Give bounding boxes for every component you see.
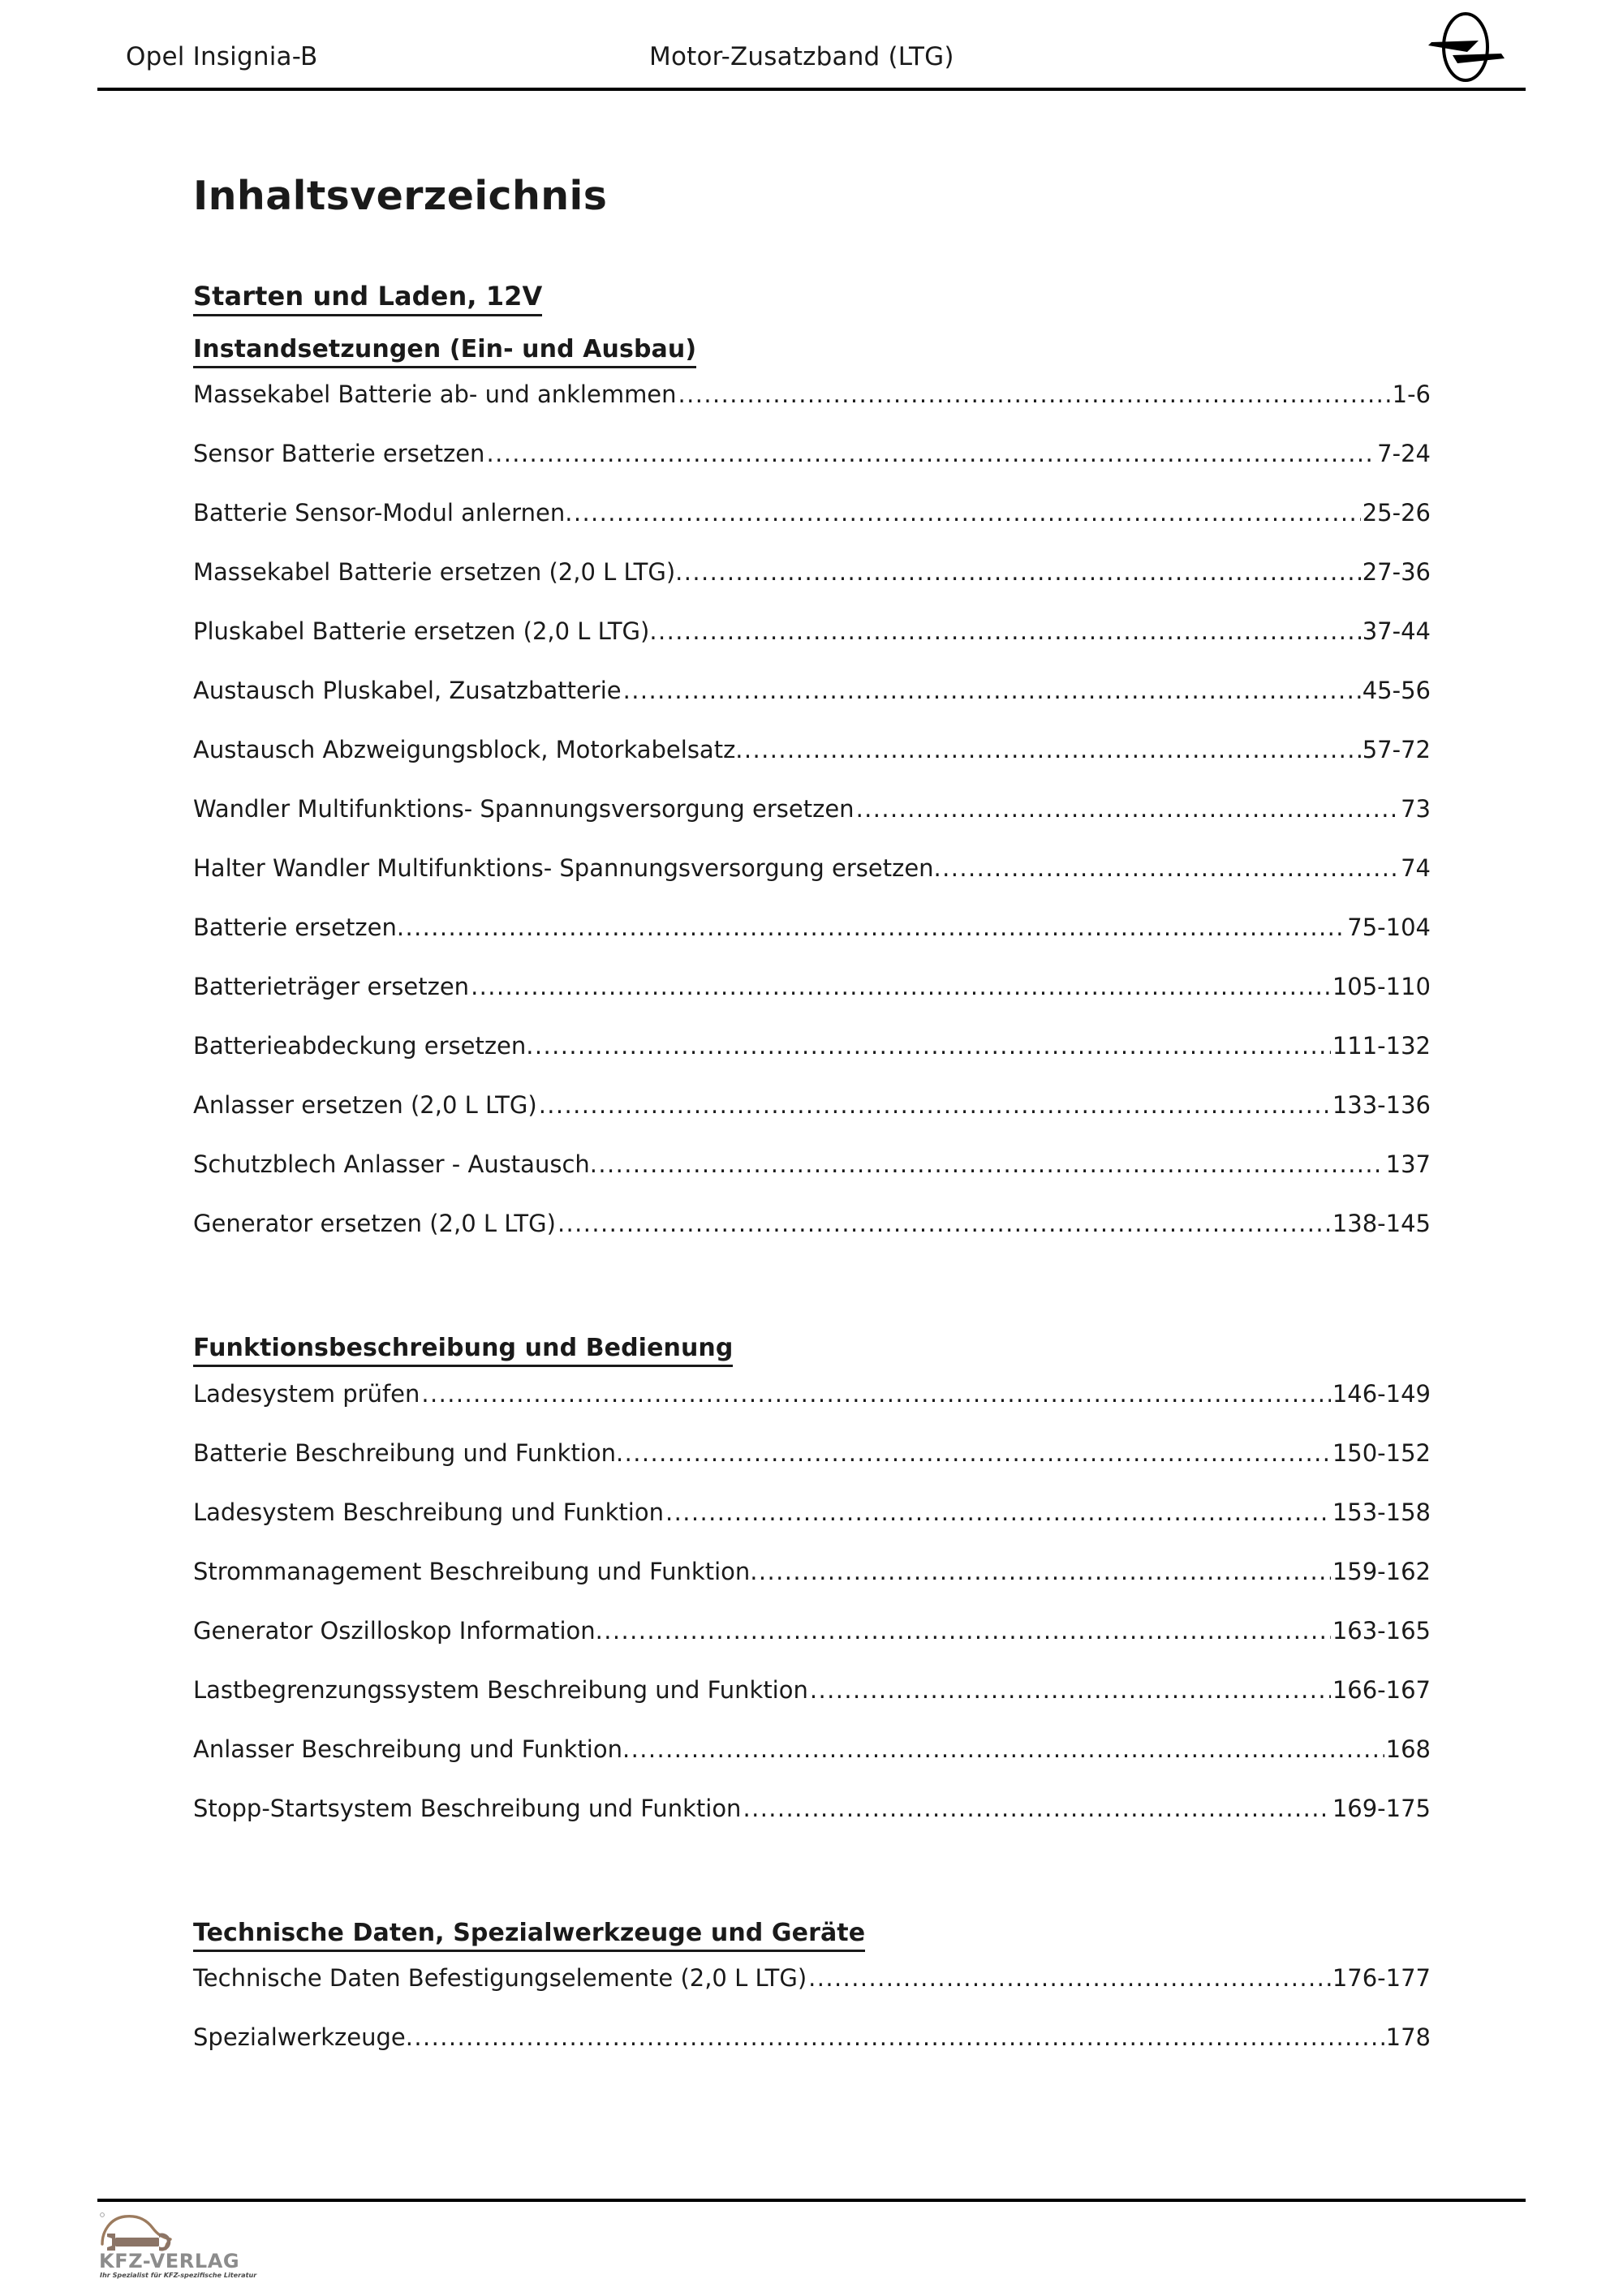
- toc-entry-leader: [934, 857, 1400, 880]
- header-divider: [97, 88, 1526, 91]
- page-footer: [97, 2199, 1526, 2281]
- toc-entry-leader: [526, 1034, 1331, 1058]
- toc-entry-leader: [678, 383, 1391, 406]
- toc-entry[interactable]: [193, 1379, 1431, 1442]
- toc-entry[interactable]: [193, 442, 1431, 501]
- footer-divider: [97, 2199, 1526, 2202]
- toc-entry-leader: [565, 501, 1361, 525]
- toc-section: [193, 282, 1431, 2085]
- toc-entry-list: [193, 383, 1431, 1271]
- toc-entry-label: Lastbegrenzungssystem Beschreibung und Funktion: [193, 1675, 808, 1704]
- toc-entry-page: 57-72: [1362, 736, 1431, 764]
- toc-entry[interactable]: [193, 975, 1431, 1034]
- toc-entry-leader: [406, 2026, 1384, 2049]
- toc-entry[interactable]: [193, 617, 1431, 679]
- toc-entry-page: 1-6: [1392, 381, 1431, 409]
- toc-entry-leader: [622, 1738, 1384, 1761]
- publisher-tagline: [97, 2281, 98, 2282]
- toc-entry-leader: [808, 1967, 1331, 1990]
- toc-subsection-heading: [193, 1335, 1431, 1363]
- toc-subsection-heading: [193, 1920, 1431, 1948]
- toc-entry-page: 27-36: [1362, 558, 1431, 587]
- toc-entry-label: Schutzblech Anlasser - Austausch: [193, 1150, 590, 1179]
- toc-entry-label: Batterie Beschreibung und Funktion: [193, 1438, 617, 1467]
- toc-entry[interactable]: [193, 679, 1431, 738]
- toc-entry-leader: [623, 679, 1361, 703]
- toc-entry-label: Batterieträger ersetzen: [193, 973, 470, 1001]
- header-model-title: Opel Insignia-B: [126, 42, 318, 71]
- toc-entry[interactable]: [193, 1212, 1431, 1271]
- toc-entry-label: Strommanagement Beschreibung und Funktion: [193, 1557, 751, 1585]
- toc-entry-leader: [397, 916, 1345, 939]
- toc-entry-leader: [590, 1153, 1384, 1176]
- toc-entry-label: Technische Daten Befestigungselemente (2,0 L LTG): [193, 1964, 807, 1993]
- svg-text:KFZ-VERLAG: KFZ-VERLAG: [99, 2250, 240, 2272]
- header-row: [97, 24, 1526, 75]
- toc-entry-page: 37-44: [1362, 617, 1431, 646]
- toc-subsection-heading-text: Technische Daten, Spezialwerkzeuge und Geräte: [193, 1919, 865, 1952]
- toc-entry[interactable]: [193, 854, 1431, 916]
- toc-section-heading: [193, 282, 1431, 312]
- toc-entry[interactable]: [193, 795, 1431, 857]
- toc-entry-page: 45-56: [1362, 677, 1431, 705]
- toc-entry-page: 133-136: [1332, 1091, 1431, 1120]
- toc-entry-page: 150-152: [1332, 1438, 1431, 1467]
- toc-entry[interactable]: [193, 1675, 1431, 1738]
- toc-entry-leader: [810, 1679, 1331, 1702]
- toc-entry-label: Generator ersetzen (2,0 L LTG): [193, 1210, 556, 1238]
- toc-entry-page: 73: [1401, 795, 1431, 823]
- toc-entry-page: 166-167: [1332, 1675, 1431, 1704]
- toc-entry-leader: [649, 620, 1360, 643]
- toc-entry-list: [193, 1964, 1431, 2085]
- toc-entry[interactable]: [193, 738, 1431, 798]
- toc-entry-label: Batterieabdeckung ersetzen: [193, 1032, 527, 1060]
- toc-entry[interactable]: [193, 1794, 1431, 1856]
- toc-subsection: [193, 1335, 1431, 1856]
- toc-entry-leader: [675, 561, 1361, 584]
- toc-entry-leader: [743, 1797, 1330, 1821]
- toc-entry-page: 146-149: [1332, 1379, 1431, 1408]
- toc-entry-page: 159-162: [1332, 1557, 1431, 1585]
- toc-entry[interactable]: [193, 383, 1431, 442]
- toc-section-heading-text: Starten und Laden, 12V: [193, 281, 542, 316]
- toc-entry[interactable]: [193, 501, 1431, 561]
- toc-content: [193, 174, 1431, 2085]
- toc-entry-page: 7-24: [1377, 440, 1431, 468]
- toc-entry-label: Batterie Sensor-Modul anlernen: [193, 499, 566, 527]
- toc-entry-label: Ladesystem prüfen: [193, 1379, 420, 1408]
- page-header: [97, 24, 1526, 89]
- toc-entry-label: Austausch Pluskabel, Zusatzbatterie: [193, 677, 622, 705]
- toc-entry[interactable]: [193, 1735, 1431, 1797]
- toc-entry-label: Austausch Abzweigungsblock, Motorkabelsatz: [193, 736, 736, 764]
- toc-entry-page: 163-165: [1332, 1616, 1431, 1645]
- toc-entry[interactable]: [193, 916, 1431, 975]
- toc-entry-label: Ladesystem Beschreibung und Funktion: [193, 1498, 664, 1526]
- toc-entry-leader: [856, 798, 1400, 821]
- toc-subsection-heading-text: Instandsetzungen (Ein- und Ausbau): [193, 335, 696, 368]
- toc-entry-page: 137: [1385, 1150, 1431, 1179]
- publisher-name: [97, 2281, 98, 2282]
- toc-entry-label: Sensor Batterie ersetzen: [193, 440, 485, 468]
- toc-entry-leader: [616, 1442, 1331, 1465]
- toc-entry-leader: [750, 1560, 1331, 1584]
- toc-entry[interactable]: [193, 558, 1431, 620]
- toc-entry-label: Batterie ersetzen: [193, 914, 397, 942]
- toc-entry-label: Anlasser ersetzen (2,0 L LTG): [193, 1091, 537, 1120]
- toc-subsection: [193, 1920, 1431, 2086]
- toc-entry[interactable]: [193, 2023, 1431, 2085]
- toc-entry[interactable]: [193, 1438, 1431, 1501]
- toc-entry-page: 111-132: [1332, 1032, 1431, 1060]
- toc-subsection: [193, 336, 1431, 1272]
- toc-entry-label: Generator Oszilloskop Information: [193, 1616, 596, 1645]
- toc-entry-page: 169-175: [1332, 1794, 1431, 1822]
- toc-entry-label: Massekabel Batterie ab- und anklemmen: [193, 381, 677, 409]
- toc-entry-page: 178: [1385, 2023, 1431, 2052]
- toc-entry-label: Spezialwerkzeuge: [193, 2023, 406, 2052]
- kfz-verlag-logo: [97, 2207, 260, 2281]
- svg-text:Ihr Spezialist für KFZ-spezifi: Ihr Spezialist für KFZ-spezifische Literatur: [100, 2271, 257, 2279]
- toc-entry-leader: [486, 442, 1375, 466]
- toc-entry-page: 138-145: [1332, 1210, 1431, 1238]
- toc-subsection-heading: [193, 336, 1431, 364]
- toc-entry-page: 168: [1385, 1735, 1431, 1763]
- toc-subsection-heading-text: Funktionsbeschreibung und Bedienung: [193, 1334, 733, 1367]
- opel-logo-label: [1511, 10, 1512, 11]
- toc-entry-page: 74: [1401, 854, 1431, 883]
- toc-entry-label: Stopp-Startsystem Beschreibung und Funktion: [193, 1794, 742, 1822]
- toc-entry-leader: [471, 975, 1331, 999]
- toc-entry[interactable]: [193, 1498, 1431, 1560]
- toc-entry[interactable]: [193, 1616, 1431, 1679]
- page-title: Inhaltsverzeichnis: [193, 173, 608, 219]
- toc-entry[interactable]: [193, 1150, 1431, 1212]
- toc-entry[interactable]: [193, 1964, 1431, 2026]
- toc-entry[interactable]: [193, 1557, 1431, 1619]
- toc-entry-page: 176-177: [1332, 1964, 1431, 1993]
- toc-entry[interactable]: [193, 1091, 1431, 1153]
- toc-entry-label: Halter Wandler Multifunktions- Spannungsversorgung ersetzen: [193, 854, 934, 883]
- toc-entry-leader: [596, 1619, 1331, 1643]
- toc-entry-page: 105-110: [1332, 973, 1431, 1001]
- toc-entry-leader: [539, 1094, 1331, 1117]
- toc-entry-list: [193, 1379, 1431, 1856]
- toc-entry-page: 153-158: [1332, 1498, 1431, 1526]
- toc-entry-label: Wandler Multifunktions- Spannungsversorgung ersetzen: [193, 795, 855, 823]
- toc-entry-leader: [421, 1382, 1330, 1406]
- toc-entry-leader: [665, 1501, 1331, 1524]
- toc-entry-label: Massekabel Batterie ersetzen (2,0 L LTG): [193, 558, 676, 587]
- toc-entry-page: 25-26: [1362, 499, 1431, 527]
- header-manual-title: Motor-Zusatzband (LTG): [649, 42, 954, 71]
- toc-entry[interactable]: [193, 1034, 1431, 1094]
- opel-logo-icon: [1420, 10, 1511, 84]
- toc-entry-label: Pluskabel Batterie ersetzen (2,0 L LTG): [193, 617, 650, 646]
- toc-entry-leader: [735, 738, 1360, 762]
- toc-entry-label: Anlasser Beschreibung und Funktion: [193, 1735, 622, 1763]
- toc-entry-leader: [558, 1212, 1331, 1236]
- toc-entry-page: 75-104: [1347, 914, 1431, 942]
